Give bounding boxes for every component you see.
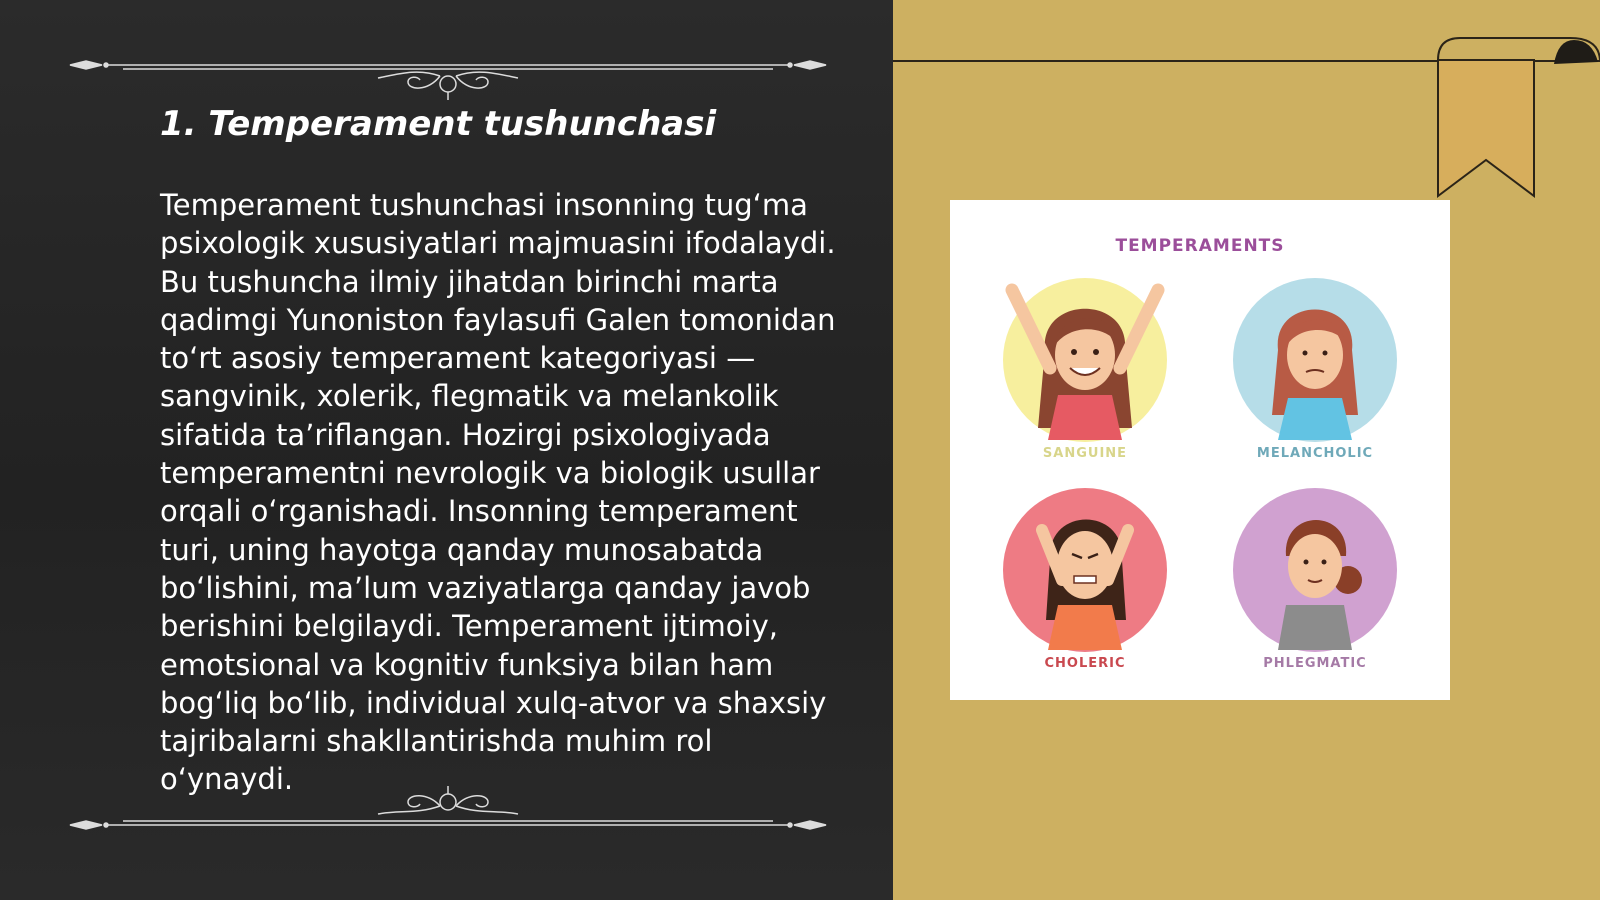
label-melancholic: MELANCHOLIC bbox=[1256, 446, 1374, 461]
bookmark-body bbox=[1438, 60, 1534, 196]
illustration-title: TEMPERAMENTS bbox=[1115, 236, 1285, 256]
slide-title: 1. Temperament tushunchasi bbox=[160, 104, 717, 144]
choleric-portrait bbox=[1003, 488, 1167, 652]
melancholic-portrait bbox=[1233, 278, 1397, 442]
sanguine-portrait bbox=[1003, 278, 1167, 442]
top-ornament-divider bbox=[68, 50, 828, 100]
bookmark-ribbon bbox=[1434, 36, 1600, 200]
temperaments-illustration bbox=[950, 200, 1450, 700]
slide-body-text: Temperament tushunchasi insonning tug‘ma psixologik xususiyatlari majmuasini ifodalaydi. Bu tushuncha ilmiy jihatdan birinchi marta qadimgi Yunoniston faylasufi Galen tomonidan to‘rt asosiy temperament kategoriyasi — sangvinik, xolerik, flegmatik va melankolik sifatida ta’riflangan. Hozirgi psixologiyada temperamentni nevrologik va biologik usullar orqali o‘rganishadi. Insonning temperament turi, uning hayotga qanday munosabatda bo‘lishini, ma’lum vaziyatlarga qanday javob berishini belgilaydi. Temperament ijtimoiy, emotsional va kognitiv funksiya bilan ham bog‘liq bo‘lib, individual xulq-atvor va shaxsiy tajribalarni shakllantirishda muhim rol o‘ynaydi. bbox=[160, 188, 836, 797]
phlegmatic-portrait bbox=[1233, 488, 1397, 652]
label-sanguine: SANGUINE bbox=[1042, 446, 1128, 461]
label-choleric: CHOLERIC bbox=[1044, 656, 1126, 671]
label-phlegmatic: PHLEGMATIC bbox=[1263, 656, 1367, 671]
bottom-ornament-divider bbox=[68, 782, 828, 832]
